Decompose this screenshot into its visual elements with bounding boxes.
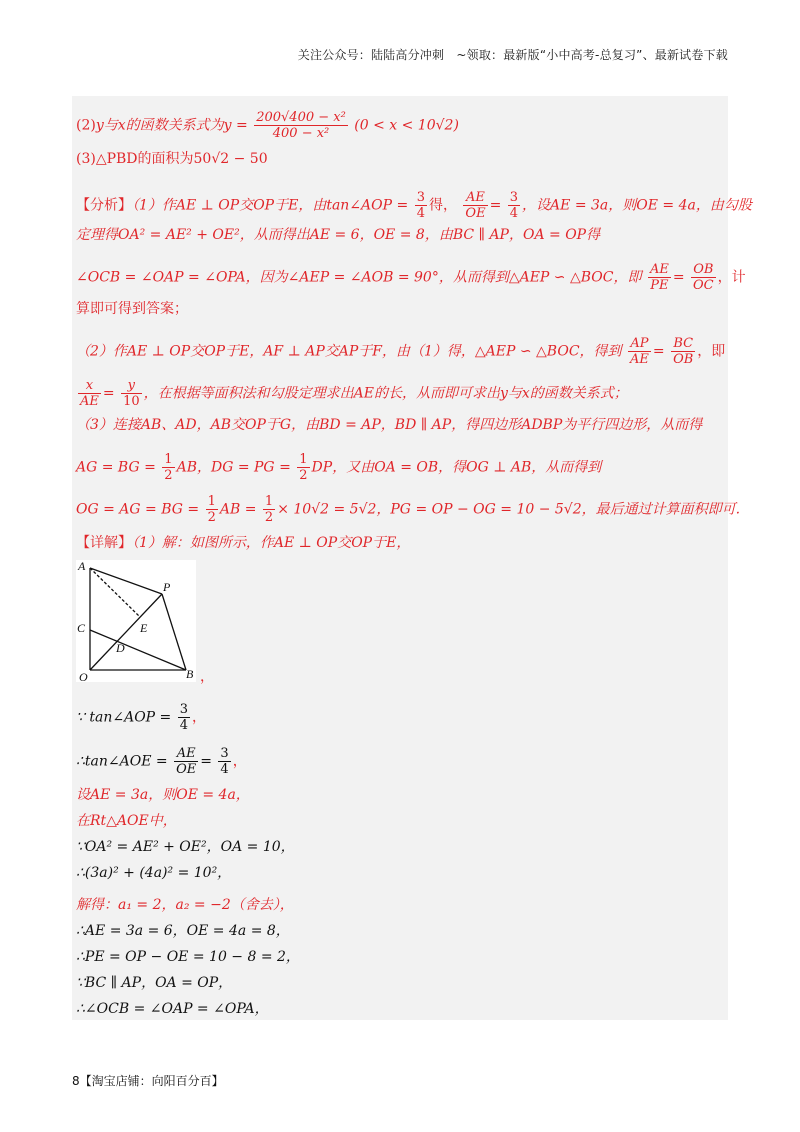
fraction: [206, 494, 218, 525]
segment-CB: [90, 630, 186, 670]
numerator: x: [78, 378, 101, 394]
fraction: [463, 190, 487, 221]
answer-2: [76, 110, 459, 141]
detail-text: ，: [232, 753, 247, 770]
numerator: 3: [509, 190, 519, 205]
answer-3-text: (3)△PBD的面积为50√2 − 50: [76, 151, 268, 167]
numerator: 3: [416, 190, 425, 205]
denominator: OE: [176, 762, 197, 777]
analysis-tag: 【分析】: [76, 197, 132, 214]
detail-text: ∵OA² = AE² + OE²，OA = 10，: [76, 839, 295, 855]
analysis-line-7: [76, 416, 702, 434]
fraction: [297, 452, 309, 483]
label-A: A: [78, 560, 86, 573]
answer-2-text: y与x的函数关系式为y =: [95, 117, 248, 134]
numerator: 1: [164, 452, 173, 467]
detail-text: ∴PE = OP − OE = 10 − 8 = 2，: [76, 949, 300, 965]
analysis-text: DP，又由OA = OB，得OG ⊥ AB，从而得到: [311, 459, 602, 476]
segment-PB: [162, 594, 186, 670]
label-D: D: [116, 641, 125, 655]
detail-text: ∴(3a)² + (4a)² = 10²，: [76, 865, 232, 881]
solution-content: [72, 96, 752, 1020]
answer-2-range: (0 < x < 10√2): [354, 117, 459, 134]
detail-text: ，: [200, 669, 214, 685]
detail-text: ∵ tan∠AOP =: [76, 709, 172, 726]
fraction: [174, 746, 198, 777]
label-C: C: [77, 621, 86, 635]
segment-OP: [90, 594, 162, 670]
denominator: 4: [179, 718, 188, 733]
denominator: 4: [220, 762, 229, 777]
analysis-line-2: [76, 226, 600, 244]
detail-text: ∵BC ∥ AP，OA = OP，: [76, 975, 233, 991]
denominator: 4: [416, 206, 425, 221]
fraction: [628, 336, 651, 367]
label-O: O: [79, 670, 88, 682]
label-B: B: [186, 667, 194, 681]
detail-step-10: [76, 974, 232, 992]
geometry-figure: [76, 560, 196, 682]
analysis-line-3: [76, 262, 746, 293]
answer-2-fraction: [254, 110, 348, 141]
analysis-text: （1）作AE ⊥ OP交OP于E，由tan∠AOP =: [132, 197, 409, 214]
denominator: 2: [207, 510, 216, 525]
analysis-text: ，设AE = 3a，则OE = 4a，由勾股: [522, 197, 752, 214]
detail-tag: 【详解】: [76, 535, 132, 551]
numerator: 3: [179, 702, 188, 717]
analysis-text: AB，DG = PG =: [176, 459, 291, 476]
denominator: 2: [264, 510, 274, 525]
figure-comma: [200, 668, 214, 686]
analysis-text: 得，: [428, 197, 457, 214]
numerator: AP: [628, 336, 651, 352]
analysis-text: ，即: [697, 343, 726, 360]
detail-text: ∴AE = 3a = 6，OE = 4a = 8，: [76, 923, 290, 939]
page-footer: [72, 1072, 224, 1089]
analysis-line-6: [76, 378, 628, 409]
answer-2-label: (2): [76, 117, 96, 134]
detail-text: （1）解：如图所示，作AE ⊥ OP交OP于E，: [132, 535, 411, 551]
page-number: 8: [72, 1074, 80, 1088]
analysis-line-8: [76, 452, 601, 483]
fraction: [78, 378, 101, 409]
numerator: AE: [463, 190, 487, 206]
analysis-text: =: [652, 343, 665, 360]
fraction: [121, 378, 142, 409]
fraction: [162, 452, 174, 483]
page-header: 关注公众号：陆陆高分冲刺 ~领取：最新版“小中高考-总复习”、最新试卷下载: [297, 48, 728, 62]
numerator: BC: [671, 336, 695, 352]
analysis-text: 算即可得到答案；: [76, 301, 188, 317]
fraction: [218, 746, 230, 777]
denominator: AE: [630, 352, 649, 367]
analysis-text: OG = AG = BG =: [76, 501, 200, 518]
analysis-text: × 10√2 = 5√2，PG = OP − OG = 10 − 5√2，最后通过计算面积即可.: [277, 501, 741, 518]
denominator: OC: [693, 278, 714, 293]
answer-3: [76, 150, 268, 168]
detail-text: =: [200, 753, 212, 770]
detail-text: 设AE = 3a，则OE = 4a，: [76, 787, 250, 803]
fraction: [671, 336, 695, 367]
analysis-text: =: [489, 197, 502, 214]
detail-step-9: [76, 948, 300, 966]
numerator: y: [121, 378, 142, 394]
answer-2-denominator: 400 − x²: [272, 126, 330, 141]
detail-text: ∴tan∠AOE =: [76, 753, 168, 770]
numerator: AE: [174, 746, 198, 762]
analysis-text: （2）作AE ⊥ OP交OP于E，AF ⊥ AP交AP于F，由（1）得，△AEP ∽ △BOC，得到: [76, 343, 622, 360]
detail-step-6: [76, 864, 231, 882]
analysis-text: ∠OCB = ∠OAP = ∠OPA，因为∠AEP = ∠AOB = 90°，从而得到△AEP ∽ △BOC，即: [76, 269, 642, 286]
detail-step-1: [76, 702, 206, 733]
answer-2-numerator: 200√400 − x²: [256, 110, 346, 125]
fraction: [415, 190, 427, 221]
detail-text: ∴∠OCB = ∠OAP = ∠OPA，: [76, 1001, 269, 1017]
analysis-line-4: [76, 300, 188, 318]
denominator: AE: [80, 394, 99, 409]
fraction: [691, 262, 716, 293]
numerator: AE: [649, 262, 669, 277]
analysis-text: AB =: [219, 501, 257, 518]
analysis-text: ，在根据等面积法和勾股定理求出AE的长，从而即可求出y与x的函数关系式；: [143, 385, 628, 402]
segment-AP: [90, 568, 162, 594]
detail-step-5: [76, 838, 295, 856]
fraction: [648, 262, 671, 293]
numerator: OB: [691, 262, 716, 278]
analysis-text: 定理得OA² = AE² + OE²，从而得出AE = 6，OE = 8，由BC ∥ AP，OA = OP得: [76, 227, 601, 243]
denominator: PE: [650, 278, 669, 293]
denominator: 10: [123, 394, 140, 409]
detail-step-8: [76, 922, 290, 940]
label-E: E: [140, 621, 148, 635]
segment-AE-dashed: [90, 568, 140, 617]
analysis-text: =: [102, 385, 115, 402]
detail-text: 在Rt△AOE中，: [76, 813, 177, 829]
detail-text: ，: [192, 709, 206, 726]
detail-step-7: [76, 896, 294, 914]
denominator: 2: [164, 468, 173, 483]
detail-intro: [76, 534, 410, 552]
analysis-line-5: [76, 336, 725, 367]
analysis-text: =: [672, 269, 685, 286]
analysis-text: （3）连接AB、AD，AB交OP于G，由BD = AP，BD ∥ AP，得四边形ADBP为平行四边形，从而得: [76, 417, 703, 433]
geometry-diagram: [76, 560, 196, 682]
fraction: [508, 190, 520, 221]
numerator: 3: [220, 746, 229, 761]
fraction: [178, 702, 190, 733]
denominator: 4: [509, 206, 519, 221]
denominator: OE: [465, 206, 486, 221]
analysis-text: ，计: [717, 269, 746, 286]
denominator: OB: [673, 352, 694, 367]
detail-step-3: [76, 786, 250, 804]
detail-step-4: [76, 812, 177, 830]
numerator: 1: [264, 494, 274, 509]
shop-name: 【淘宝店铺：向阳百分百】: [79, 1074, 224, 1088]
label-P: P: [163, 580, 171, 594]
detail-step-11: [76, 1000, 269, 1018]
analysis-text: AG = BG =: [76, 459, 156, 476]
numerator: 1: [299, 452, 308, 467]
detail-text: 解得：a₁ = 2，a₂ = −2（舍去），: [76, 897, 294, 913]
denominator: 2: [299, 468, 308, 483]
detail-step-2: [76, 746, 247, 777]
analysis-line-9: [76, 494, 740, 525]
numerator: 1: [207, 494, 216, 509]
analysis-line-1: [76, 190, 752, 221]
fraction: [263, 494, 275, 525]
